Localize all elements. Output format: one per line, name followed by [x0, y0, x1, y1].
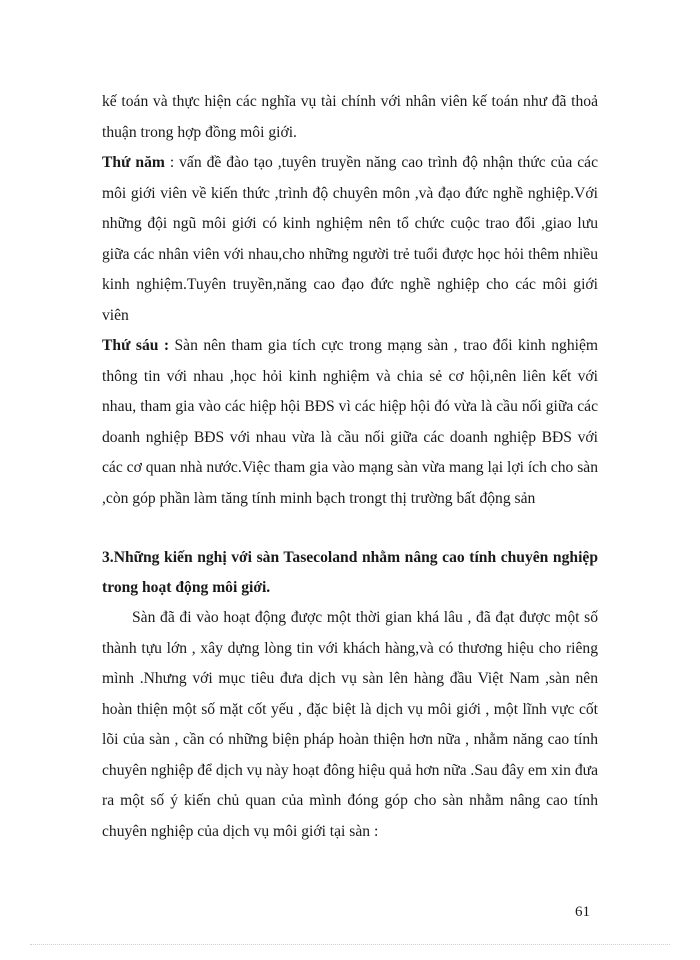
section-paragraph: Sàn đã đi vào hoạt động được một thời gian khá lâu , đã đạt được một số thành tựu lớn , xây dựng lòng tin với khách hàng,và có thương hiệu cho riêng mình .Nhưng với mục tiêu đưa dịch vụ sàn lên hàng đầu Việt Nam ,sàn nên hoàn thiện một số mặt cốt yếu , đặc biệt là dịch vụ môi giới , một lĩnh vực cốt lõi của sàn , cần có những biện pháp hoàn thiện hơn nữa , nhằm năng cao tính chuyên nghiệp để dịch vụ này hoạt đông hiệu quả hơn nữa .Sau đây em xin đưa ra một số ý kiến chủ quan của mình đóng góp cho sàn nhằm nâng cao tính chuyên nghiệp của dịch vụ môi giới tại sàn :: [102, 609, 598, 840]
point-five-text: : vấn đề đào tạo ,tuyên truyền năng cao trình độ nhận thức của các môi giới viên về kiến thức ,trình độ chuyên môn ,và đạo đức nghề nghiệp.Với những đội ngũ môi giới có kinh nghiệm nên tổ chức cuộc trao đổi ,giao lưu giữa các nhân viên với nhau,cho những người trẻ tuổi được học hỏi thêm nhiều kinh nghiệm.Tuyên truyền,năng cao đạo đức nghề nghiệp cho các môi giới viên: [102, 154, 598, 324]
paragraph-text: kế toán và thực hiện các nghĩa vụ tài chính với nhân viên kế toán như đã thoả thuận trong hợp đồng môi giới.: [102, 93, 598, 141]
paragraph-accounting-obligations: [102, 87, 598, 148]
page-number: 61: [575, 904, 590, 920]
point-five-label: Thứ năm: [102, 154, 165, 171]
section-heading: 3.Những kiến nghị với sàn Tasecoland nhằm nâng cao tính chuyên nghiệp trong hoạt động môi giới.: [102, 549, 598, 596]
footer-divider: [30, 944, 670, 945]
paragraph-point-six: [102, 331, 598, 514]
point-six-label: Thứ sáu :: [102, 337, 170, 354]
point-six-text: Sàn nên tham gia tích cực trong mạng sàn , trao đổi kinh nghiệm thông tin với nhau ,học hỏi kinh nghiệm và chia sẻ cơ hội,nên liên kết với nhau, tham gia vào các hiệp hội BĐS vì các hiệp hội đó vừa là cầu nối giữa các doanh nghiệp BĐS với nhau vừa là cầu nối giữa các doanh nghiệp BĐS với các cơ quan nhà nước.Việc tham gia vào mạng sàn vừa mang lại lợi ích cho sàn ,còn góp phần làm tăng tính minh bạch trongt thị trường bất động sản: [102, 337, 598, 507]
body-text-top: [102, 87, 598, 514]
body-text-section-3: [102, 543, 598, 847]
paragraph-point-five: [102, 148, 598, 331]
